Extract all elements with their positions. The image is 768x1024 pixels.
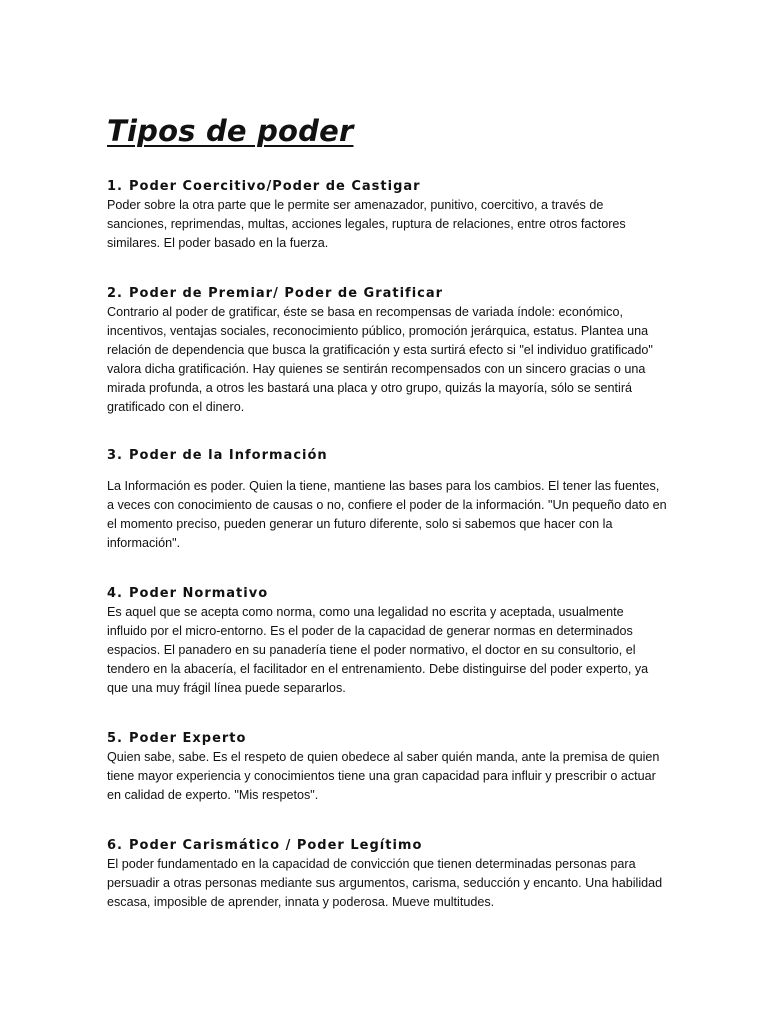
section-heading-text: Poder Experto: [128, 731, 247, 746]
section-heading: [107, 730, 708, 748]
section-number: 2.: [107, 286, 123, 301]
section-heading-text: Poder Normativo: [128, 586, 269, 601]
section-body: Contrario al poder de gratificar, éste se basa en recompensas de variada índole: económico, incentivos, ventajas sociales, reconocimiento público, promoción jerárquica, estatus. Plantea una relación de dependencia que busca la gratificación y esta surtirá efecto si "el individuo gratificado" valora dicha gratificación. Hay quienes se sentirán recompensados con un sincero gracias o una mirada profunda, a otros les bastará una placa y otro grupo, quizás la mayoría, sólo se sentirá gratificado con el dinero.: [107, 305, 653, 414]
section-heading-text: Poder de Premiar/ Poder de Gratificar: [128, 286, 444, 301]
section-number: 3.: [107, 448, 123, 463]
section-number: 5.: [107, 731, 123, 746]
section-heading: [107, 585, 708, 603]
section-heading-text: Poder Coercitivo/Poder de Castigar: [128, 179, 421, 194]
section-number: 6.: [107, 838, 123, 853]
section-body: Poder sobre la otra parte que le permite ser amenazador, punitivo, coercitivo, a través de sanciones, reprimendas, multas, acciones legales, ruptura de relaciones, entre otros factores similares. El poder basado en la fuerza.: [107, 198, 626, 250]
section-heading-text: Poder Carismático / Poder Legítimo: [128, 838, 423, 853]
section-body: El poder fundamentado en la capacidad de convicción que tienen determinadas personas para persuadir a otras personas mediante sus argumentos, carisma, seducción y encanto. Una habilidad escasa, imposible de aprender, innata y poderosa. Mueve multitudes.: [107, 857, 663, 909]
section-number: 4.: [107, 586, 123, 601]
section-poder-experto: [107, 730, 708, 805]
section-poder-de-la-informacion: [107, 447, 708, 553]
section-heading: [107, 285, 708, 303]
section-poder-carismatico: [107, 837, 708, 912]
section-number: 1.: [107, 179, 123, 194]
section-body: La Información es poder. Quien la tiene, mantiene las bases para los cambios. El tener las fuentes, a veces con conocimiento de causas o no, confiere el poder de la información. "Un pequeño dato en el momento preciso, pueden generar un futuro diferente, solo si sabemos que hacer con la información".: [107, 479, 667, 550]
document-title: Tipos de poder: [107, 114, 354, 148]
section-heading: [107, 178, 708, 196]
section-poder-normativo: [107, 585, 708, 698]
section-body: Es aquel que se acepta como norma, como una legalidad no escrita y aceptada, usualmente influido por el micro-entorno. Es el poder de la capacidad de generar normas en determinados espacios. El panadero en su panadería tiene el poder normativo, el doctor en su consultorio, el tendero en la abacería, el facilitador en el entrenamiento. Debe distinguirse del poder experto, ya que una muy frágil línea puede separarlos.: [107, 605, 649, 695]
section-poder-coercitivo: [107, 178, 708, 253]
section-heading: [107, 837, 708, 855]
section-heading-text: Poder de la Información: [128, 448, 328, 463]
section-poder-de-premiar: [107, 285, 708, 417]
section-body: Quien sabe, sabe. Es el respeto de quien obedece al saber quién manda, ante la premisa de quien tiene mayor experiencia y conocimientos tiene una gran capacidad para influir y prescribir o actuar en calidad de experto. "Mis respetos".: [107, 750, 660, 802]
section-heading: [107, 447, 708, 465]
